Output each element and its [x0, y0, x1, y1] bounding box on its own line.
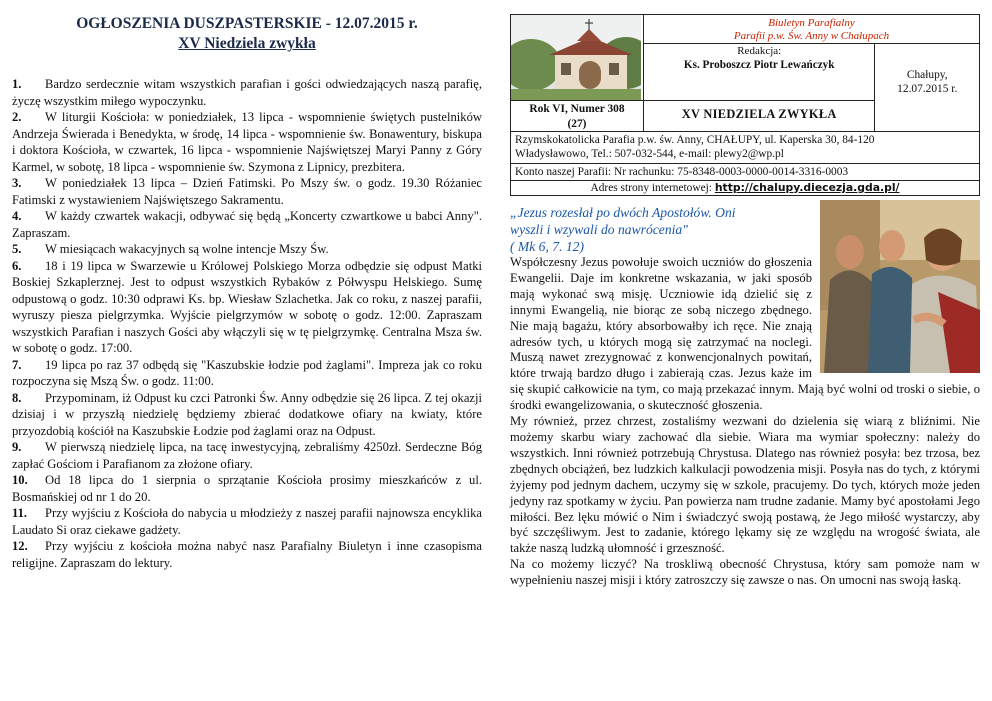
- account-cell: [511, 163, 980, 180]
- announcement-number: 12.: [12, 539, 28, 553]
- announcement-item: [12, 208, 482, 241]
- announcement-number: 8.: [12, 390, 22, 405]
- bulletin-title: Biuletyn Parafialny: [768, 17, 855, 29]
- reflection-paragraph-3: Na co możemy liczyć? Na troskliwą obecność Chrystusa, który sam pomoże nam w wypełnieniu naszej misji i który zatroszczy się zawsze o nas. On umocni nas swoją łaską.: [510, 557, 980, 588]
- announcement-number: 5.: [12, 242, 22, 256]
- announcement-number: 6.: [12, 258, 22, 273]
- announcement-text: W liturgii Kościoła: w poniedziałek, 13 lipca - wspomnienie świętych pustelników Andrzeja Świerada i Benedykta, w środę, 14 lipca - wspomnienie św. Bonawentury, biskupa i doktora Kościoła, w czwartek, 16 lipca - wspomnienie Najświętszej Maryi Panny z Góry Karmel, w sobotę, 18 lipca - wspomnienie św. Szymona z Lipnicy, prezbitera.: [12, 110, 482, 174]
- date-place: Chałupy,: [906, 69, 948, 81]
- address-line2: Władysławowo, Tel.: 507-032-544, e-mail: plewy2@wp.pl: [515, 148, 784, 161]
- announcement-text: 19 lipca po raz 37 odbędą się "Kaszubskie łodzie pod żaglami". Impreza jak co roku rozpoczyna się Mszą Św. o godz. 11:00.: [12, 357, 482, 388]
- website-cell: [511, 180, 980, 195]
- announcement-number: 10.: [12, 473, 28, 487]
- announcement-number: 11.: [12, 506, 28, 520]
- announcement-item: [12, 505, 482, 538]
- church-photo: [511, 15, 641, 100]
- announcement-text: Bardzo serdecznie witam wszystkich parafian i gości odwiedzających naszą parafię, życzę wszystkim miłego wypoczynku.: [12, 77, 482, 108]
- bulletin-column: [510, 14, 980, 588]
- announcement-item: [12, 357, 482, 390]
- announcement-item: [12, 109, 482, 175]
- editor-label: Redakcja:: [737, 45, 782, 57]
- announcement-number: 4.: [12, 209, 22, 223]
- announcement-text: Przy wyjściu z kościoła można nabyć nasz Parafialny Biuletyn i inne czasopisma religijne. Zapraszam do lektury.: [12, 539, 482, 570]
- announcement-item: [12, 241, 482, 258]
- website-label: Adres strony internetowej:: [590, 181, 712, 194]
- sunday-cell: [643, 101, 875, 132]
- bulletin-parish: Parafii p.w. Św. Anny w Chałupach: [733, 30, 890, 42]
- bulletin-header: [510, 14, 980, 196]
- gospel-quote-line1: „Jezus rozesłał po dwóch Apostołów. Oni: [510, 205, 736, 220]
- address-line1: Rzymskokatolicka Parafia p.w. św. Anny, CHAŁUPY, ul. Kaperska 30, 84-120: [515, 134, 875, 146]
- announcement-item: [12, 472, 482, 505]
- announcement-item: [12, 538, 482, 571]
- announcement-text: Przy wyjściu z Kościoła do nabycia u młodzieży z naszej parafii najnowsza encyklika Laudato Si oraz ciekawe gadżety.: [12, 506, 482, 537]
- announcements-column: [12, 14, 482, 571]
- reflection-paragraph-1: Współczesny Jezus powołuje swoich uczniów do głoszenia Ewangelii. Daje im konkretne wskazania, w jaki sposób mają wykonać swą misję. Uczniowie idą dzielić się z innymi Ewangelią, nie biorąc ze sobą niczego zbędnego. Nie mają bagażu, który absorbowałby ich ręce. Nie znają adresów tych, u których mogą się zatrzymać na noclegi. Muszą nawet zrezygnować z konwencjonalnych powitań, które trwają bardzo długo i zabierają czas. Jezus każe im się skupić całkowicie na tym, co mają przekazać innym. Mają być wolni od troski o siebie, o środki ewangelizowania, o skuteczność głoszenia.: [510, 255, 980, 413]
- gospel-quote-line2: wyszli i wzywali do nawrócenia": [510, 222, 688, 237]
- announcement-text: W pierwszą niedzielę lipca, na tacę inwestycyjną, zebraliśmy 4250zł. Serdeczne Bóg zapłać Gościom i Parafianom za złożone ofiary.: [12, 440, 482, 471]
- sunday-title: XV NIEDZIELA ZWYKŁA: [681, 107, 837, 121]
- announcement-number: 9.: [12, 440, 22, 454]
- announcement-item: [12, 390, 482, 440]
- announcement-number: 7.: [12, 357, 22, 372]
- announcements-subtitle: XV Niedziela zwykła: [178, 35, 316, 52]
- announcement-item: [12, 76, 482, 109]
- announcements-title: OGŁOSZENIA DUSZPASTERSKIE - 12.07.2015 r.: [76, 15, 418, 32]
- announcement-item: [12, 439, 482, 472]
- reflection-article: [510, 204, 980, 589]
- issue-number: Rok VI, Numer 308: [529, 103, 625, 115]
- announcement-number: 1.: [12, 77, 22, 91]
- announcement-text: Przypominam, iż Odpust ku czci Patronki Św. Anny odbędzie się 26 lipca. Z tej okazji dzisiaj i w przyszłą niedzielę będziemy zbierać dodatkowe ofiary na kwiaty, które przyozdobią kościół na Kaszubskie Łodzie pod żaglami oraz na Odpust.: [12, 390, 482, 438]
- address-cell: [511, 132, 980, 164]
- announcement-text: W poniedziałek 13 lipca – Dzień Fatimski. Po Mszy św. o godz. 19.30 Różaniec Fatimski z wystawieniem Najświętszego Sakramentu.: [12, 176, 482, 207]
- announcement-item: [12, 258, 482, 357]
- jesus-painting: [820, 200, 980, 373]
- issue-cell: [511, 101, 644, 132]
- announcement-text: W każdy czwartek wakacji, odbywać się będą „Koncerty czwartkowe u babci Anny". Zapraszam.: [12, 209, 482, 240]
- announcement-number: 3.: [12, 176, 22, 190]
- editor-name: Ks. Proboszcz Piotr Lewańczyk: [683, 59, 835, 71]
- date-value: 12.07.2015 r.: [897, 83, 958, 95]
- announcement-text: Od 18 lipca do 1 sierpnia o sprzątanie Kościoła prosimy mieszkańców z ul. Bosmańskiej od nr 1 do 20.: [12, 473, 482, 504]
- date-cell: [875, 44, 980, 132]
- announcement-text: W miesiącach wakacyjnych są wolne intencje Mszy Św.: [45, 242, 329, 256]
- issue-sub: (27): [567, 118, 587, 130]
- gospel-reference: ( Mk 6, 7. 12): [510, 239, 584, 254]
- editor-cell: [643, 44, 875, 101]
- announcement-text: 18 i 19 lipca w Swarzewie u Królowej Polskiego Morza odbędzie się odpust Matki Boskiej Szkaplerznej. Jest to odpust wszystkich Rybaków z Półwyspu Helskiego. Sumę odpustową o godz. 10:30 odprawi Ks. bp. Wiesław Szlachetka. Jak co roku, z naszej parafii, wyruszy piesza pielgrzymka. Wyjście pielgrzymów w sobotę o godz. 12:00. Zapraszam wszystkich Parafian i naszych Gości aby włączyli się w tę pielgrzymkę. Centralna Msza św. w sobotę o godz. 17:00.: [12, 258, 482, 355]
- church-illustration: [511, 15, 641, 100]
- church-photo-cell: [511, 15, 644, 101]
- bulletin-title-cell: [643, 15, 979, 44]
- reflection-paragraph-2: My również, przez chrzest, zostaliśmy wezwani do dzielenia się wiarą z bliźnimi. Nie możemy skarbu wiary zachować dla siebie. Wiara ma wymiar społeczny: należy do wszystkich. Inni również potrzebują Chrystusa. Dlatego nas również posyła: bez trzosa, bez zbędnych obciążeń, bez ludzkich kalkulacji powodzenia misji. Posyła nas do tych, z którymi żyjemy pod jednym dachem, uczymy się w szkole, pracujemy. Do tych, których może jeden jedyny raz spotkamy w życiu. Pan powierza nam trudne zadanie. Mamy być apostołami Jego miłości. Bez lęku mówić o Nim i świadczyć swoją postawą, że Jego miłość wystarczy, aby być szczęśliwym. Jest to zadanie, którego lękamy się ze względu na wrogość świata, ale także naszą ludzką ułomność i grzeszność.: [510, 414, 980, 556]
- announcement-number: 2.: [12, 110, 22, 124]
- apostles-painting-illustration: [820, 200, 980, 373]
- announcements-list: [12, 76, 482, 571]
- announcement-item: [12, 175, 482, 208]
- account-number: Konto naszej Parafii: Nr rachunku: 75-8348-0003-0000-0014-3316-0003: [515, 165, 849, 178]
- website-link[interactable]: http://chalupy.diecezja.gda.pl/: [714, 180, 900, 194]
